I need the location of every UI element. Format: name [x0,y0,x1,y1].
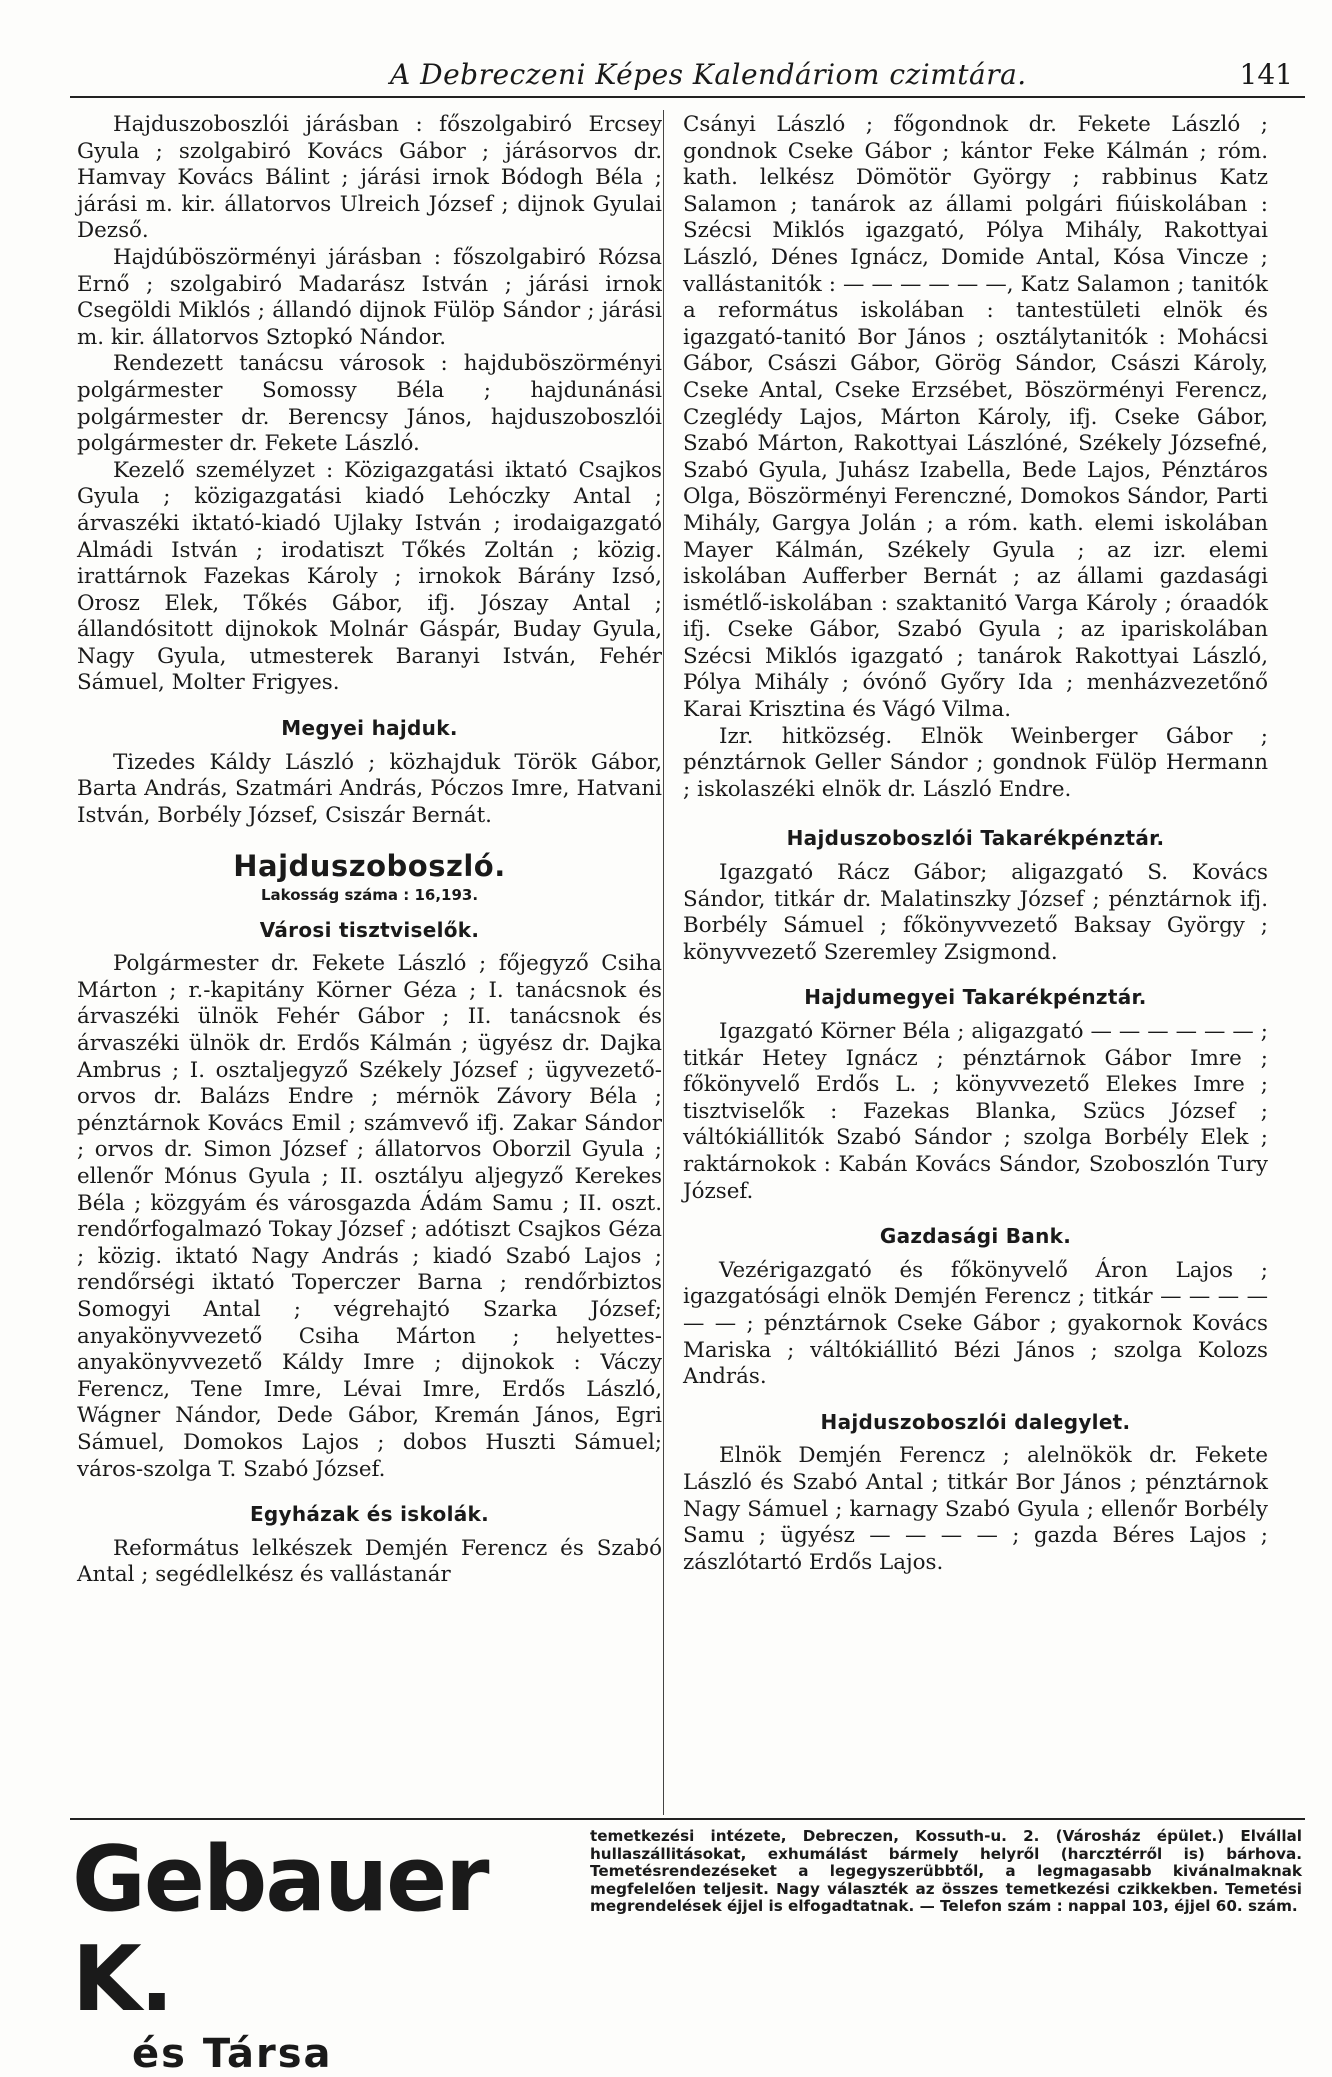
paragraph: Vezérigazgató és főkönyvelő Áron Lajos ; igazgatósági elnök Demjén Ferencz ; titkár — — — — — — ; pénztárnok Cseke Gábor ; gyakornok Kovács Mariska ; váltókiállitó Bézi János ; szolga Kolozs András. [683,1257,1268,1390]
paragraph: Csányi László ; főgondnok dr. Fekete László ; gondnok Cseke Gábor ; kántor Feke Kálmán ; róm. kath. lelkész Dömötör György ; rabbinus Katz Salamon ; tanárok az állami polgári fiúiskolában : Szécsi Miklós igazgató, Pólya Mihály, Rakottyai László, Dénes Ignácz, Domide Antal, Kósa Vincze ; vallástanitók : — — — — — —, Katz Salamon ; tanitók a református iskolában : tantestületi elnök és igazgató-tanitó Bor János ; osztálytanitók : Mohácsi Gábor, Császi Gábor, Görög Sándor, Császi Károly, Cseke Antal, Cseke Erzsébet, Böszörményi Ferencz, Czeglédy Lajos, Márton Károly, ifj. Cseke Gábor, Szabó Márton, Rakottyai Lászlóné, Székely Józsefné, Szabó Gyula, Juhász Izabella, Bede Lajos, Pénztáros Olga, Böszörményi Ferenczné, Domokos Sándor, Parti Mihály, Gargya Jolán ; a róm. kath. elemi iskolában Mayer Kálmán, Székely Gyula ; az izr. elemi iskolában Aufferber Bernát ; az állami gazdasági ismétlő-iskolában : szaktanitó Varga Károly ; óraadók ifj. Cseke Gábor, Szabó Gyula ; az ipariskolában Szécsi Miklós igazgató ; tanárok Rakottyai László, Pólya Mihály ; óvónő Győry Ida ; menházvezetőnő Karai Krisztina és Vágó Vilma. [683,112,1268,723]
paragraph: Rendezett tanácsu városok : hajduböszörményi polgármester Somossy Béla ; hajdunánási polgármester dr. Berencsy János, hajduszoboszlói polgármester dr. Fekete László. [77,351,662,457]
paragraph: Igazgató Rácz Gábor; aligazgató S. Kovács Sándor, titkár dr. Malatinszky József ; pénztárnok ifj. Borbély Sámuel ; főkönyvvezető Baksay György ; könyvvezető Szeremley Zsigmond. [683,860,1268,965]
advertiser-sub: és Társa [132,2031,333,2077]
section-heading-gazdasagi-bank: Gazdasági Bank. [879,1224,1072,1249]
paragraph: Hajduszoboszlói járásban : főszolgabiró Ercsey Gyula ; szolgabiró Kovács Gábor ; járásorvos dr. Hamvay Kovács Bálint ; járási irnok Bódogh Béla ; járási m. kir. állatorvos Ulreich József ; dijnok Gyulai Dezső. [77,112,662,244]
paragraph: Kezelő személyzet : Közigazgatási iktató Csajkos Gyula ; közigazgatási kiadó Lehóczky Antal ; árvaszéki iktató-kiadó Ujlaky István ; irodaigazgató Almádi István ; irodatiszt Tőkés Zoltán ; közig. irattárnok Fazekas Károly ; irnokok Bárány Izsó, Orosz Elek, Tőkés Gábor, ifj. Jószay Antal ; állandósitott dijnokok Molnár Gáspár, Buday Gyula, Nagy Gyula, utmesterek Baranyi István, Fehér Sámuel, Molter Frigyes. [77,457,662,696]
advertiser-name: Gebauer K. [72,1827,488,2032]
paragraph: Tizedes Káldy László ; közhajduk Török Gábor, Barta András, Szatmári András, Póczos Imre, Hatvani István, Borbély József, Csiszár Bernát. [77,749,662,828]
page-number: 141 [1239,58,1293,91]
paragraph: Igazgató Körner Béla ; aligazgató — — — — — — ; titkár Hetey Ignácz ; pénztárnok Gábor Imre ; főkönyvelő Erdős L. ; könyvvezető Elekes Imre ; tisztviselők : Fazekas Blanka, Szücs József ; váltókiállitók Szabó Sándor ; szolga Borbély Elek ; raktárnokok : Kabán Kovács Sándor, Szoboszlón Tury József. [683,1019,1268,1204]
page-header [70,50,1305,98]
section-heading-szoboszloi-takarek: Hajduszoboszlói Takarékpénztár. [786,826,1165,851]
running-title: A Debreczeni Képes Kalendáriom czimtára. [390,58,1027,91]
population-line: Lakosság száma : 16,193. [260,886,479,905]
paragraph: Polgármester dr. Fekete László ; főjegyző Csiha Márton ; r.-kapitány Körner Géza ; I. tanácsnok és árvaszéki ülnök Fehér Gábor ; II. tanácsnok és árvaszéki ülnök dr. Erdős Kálmán ; ügyész dr. Dajka Ambrus ; I. osztaljegyző Székely József ; ügyvezető-orvos dr. Balázs Endre ; mérnök Závory Béla ; pénztárnok Kovács Emil ; számvevő ifj. Zakar Sándor ; orvos dr. Simon József ; állatorvos Oborzil Gyula ; ellenőr Mónus Gyula ; II. osztályu aljegyző Kerekes Béla ; közgyám és városgazda Ádám Samu ; II. oszt. rendőrfogalmazó Tokay József ; adótiszt Csajkos Géza ; közig. iktató Nagy András ; kiadó Szabó Lajos ; rendőrségi iktató Toperczer Barna ; rendőrbiztos Somogyi Antal ; végrehajtó Szarka József; anyakönyvvezető Csiha Márton ; helyettes-anyakönyvvezető Káldy Imre ; dijnokok : Váczy Ferencz, Tene Imre, Lévai Imre, Erdős László, Wágner Nándor, Dede Gábor, Kremán János, Egri Sámuel, Domokos Lajos ; dobos Huszti Sámuel; város-szolga T. Szabó József. [77,951,662,1482]
advertisement-text: temetkezési intézete, Debreczen, Kossuth-u. 2. (Városház épület.) Elvállal hullaszállitásokat, exhumálást bármely helyről (harcztérről is) bárhova. Temetésrendezéseket a legegyszerübbtől, a legmagasabb kivánalmaknak megfelelően teljesit. Nagy választék az összes temetkezési czikkekben. Temetési megrendelések éjjel is elfogadtatnak. — Telefon szám : nappal 103, éjjel 60. szám. [590,1827,1302,1916]
town-heading: Hajduszoboszló. [233,849,506,884]
paragraph: Izr. hitközség. Elnök Weinberger Gábor ; pénztárnok Geller Sándor ; gondnok Fülöp Hermann ; iskolaszéki elnök dr. László Endre. [683,723,1268,802]
section-heading-egyhazak: Egyházak és iskolák. [249,1502,490,1527]
section-heading-varosi-tisztviselok: Városi tisztviselők. [259,917,480,942]
advertisement-logo [72,1827,572,2077]
paragraph: Elnök Demjén Ferencz ; alelnökök dr. Fekete László és Szabó Antal ; titkár Bor János ; pénztárnok Nagy Sámuel ; karnagy Szabó Gyula ; ellenőr Borbély Samu ; ügyész — — — — ; gazda Béres Lajos ; zászlótartó Erdős Lajos. [683,1443,1268,1575]
section-heading-hajdumegyei-takarek: Hajdumegyei Takarékpénztár. [804,985,1147,1010]
column-divider [663,110,664,1815]
advertisement-rule [70,1818,1305,1820]
section-heading-megyei-hajduk: Megyei hajduk. [281,716,458,741]
right-column [683,112,1268,1576]
section-heading-dalegylet: Hajduszoboszlói dalegylet. [820,1409,1131,1434]
paragraph: Hajdúböszörményi járásban : főszolgabiró Rózsa Ernő ; szolgabiró Madarász István ; járási irnok Csegöldi Miklós ; állandó dijnok Fülöp Sándor ; járási m. kir. állatorvos Sztopkó Nándor. [77,244,662,350]
paragraph: Református lelkészek Demjén Ferencz és Szabó Antal ; segédlelkész és vallástanár [77,1535,662,1588]
left-column [77,112,662,1589]
